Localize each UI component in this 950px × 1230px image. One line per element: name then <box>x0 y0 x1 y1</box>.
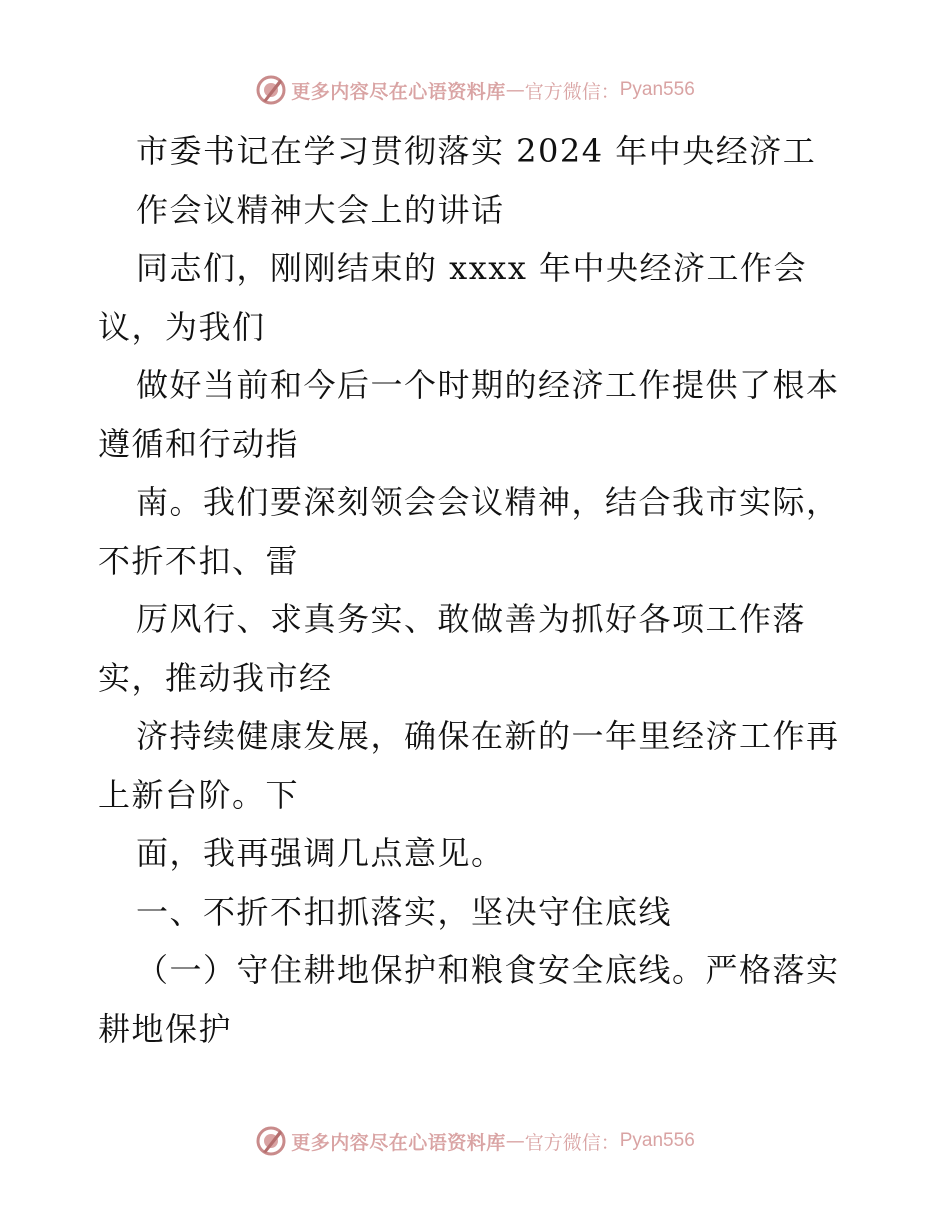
banner-wechat-label: 官方微信： <box>524 1131 620 1154</box>
footer-watermark-banner <box>0 1124 950 1158</box>
quill-seal-icon <box>255 1125 287 1157</box>
text-line: 遵循和行动指 <box>98 424 300 463</box>
banner-dash: — <box>505 1130 525 1152</box>
banner-brand-text: 更多内容尽在心语资料库 <box>291 80 506 103</box>
text-line: 济持续健康发展，确保在新的一年里经济工作再 <box>136 717 840 755</box>
section-heading: 一、不折不扣抓落实，坚决守住底线 <box>136 892 673 931</box>
banner-wechat-label: 官方微信： <box>524 80 620 103</box>
text-line: 同志们，刚刚结束的 xxxx 年中央经济工作会 <box>136 249 808 287</box>
text-line: 面，我再强调几点意见。 <box>136 834 505 872</box>
banner-dash: — <box>505 79 525 101</box>
banner-wechat-id: Pyan556 <box>619 79 695 100</box>
text-line: 厉风行、求真务实、敢做善为抓好各项工作落 <box>136 600 807 638</box>
title-line-1: 市委书记在学习贯彻落实 2024 年中央经济工 <box>136 132 817 170</box>
text-line: 议，为我们 <box>98 307 266 346</box>
header-watermark-banner <box>0 73 950 107</box>
text-line: 上新台阶。下 <box>98 775 300 814</box>
banner-wechat-id: Pyan556 <box>619 1130 695 1151</box>
title-line-2: 作会议精神大会上的讲话 <box>136 190 505 229</box>
text-line: 实，推动我市经 <box>98 658 333 697</box>
text-line: 南。我们要深刻领会会议精神，结合我市实际， <box>136 483 840 521</box>
subsection-text-line: （一）守住耕地保护和粮食安全底线。严格落实 <box>136 951 840 989</box>
quill-seal-icon <box>255 74 287 106</box>
text-line: 做好当前和今后一个时期的经济工作提供了根本 <box>136 366 840 404</box>
banner-brand-text: 更多内容尽在心语资料库 <box>291 1131 506 1154</box>
document-body <box>98 122 858 1058</box>
text-line: 耕地保护 <box>98 1009 233 1048</box>
text-line: 不折不扣、雷 <box>98 541 300 580</box>
